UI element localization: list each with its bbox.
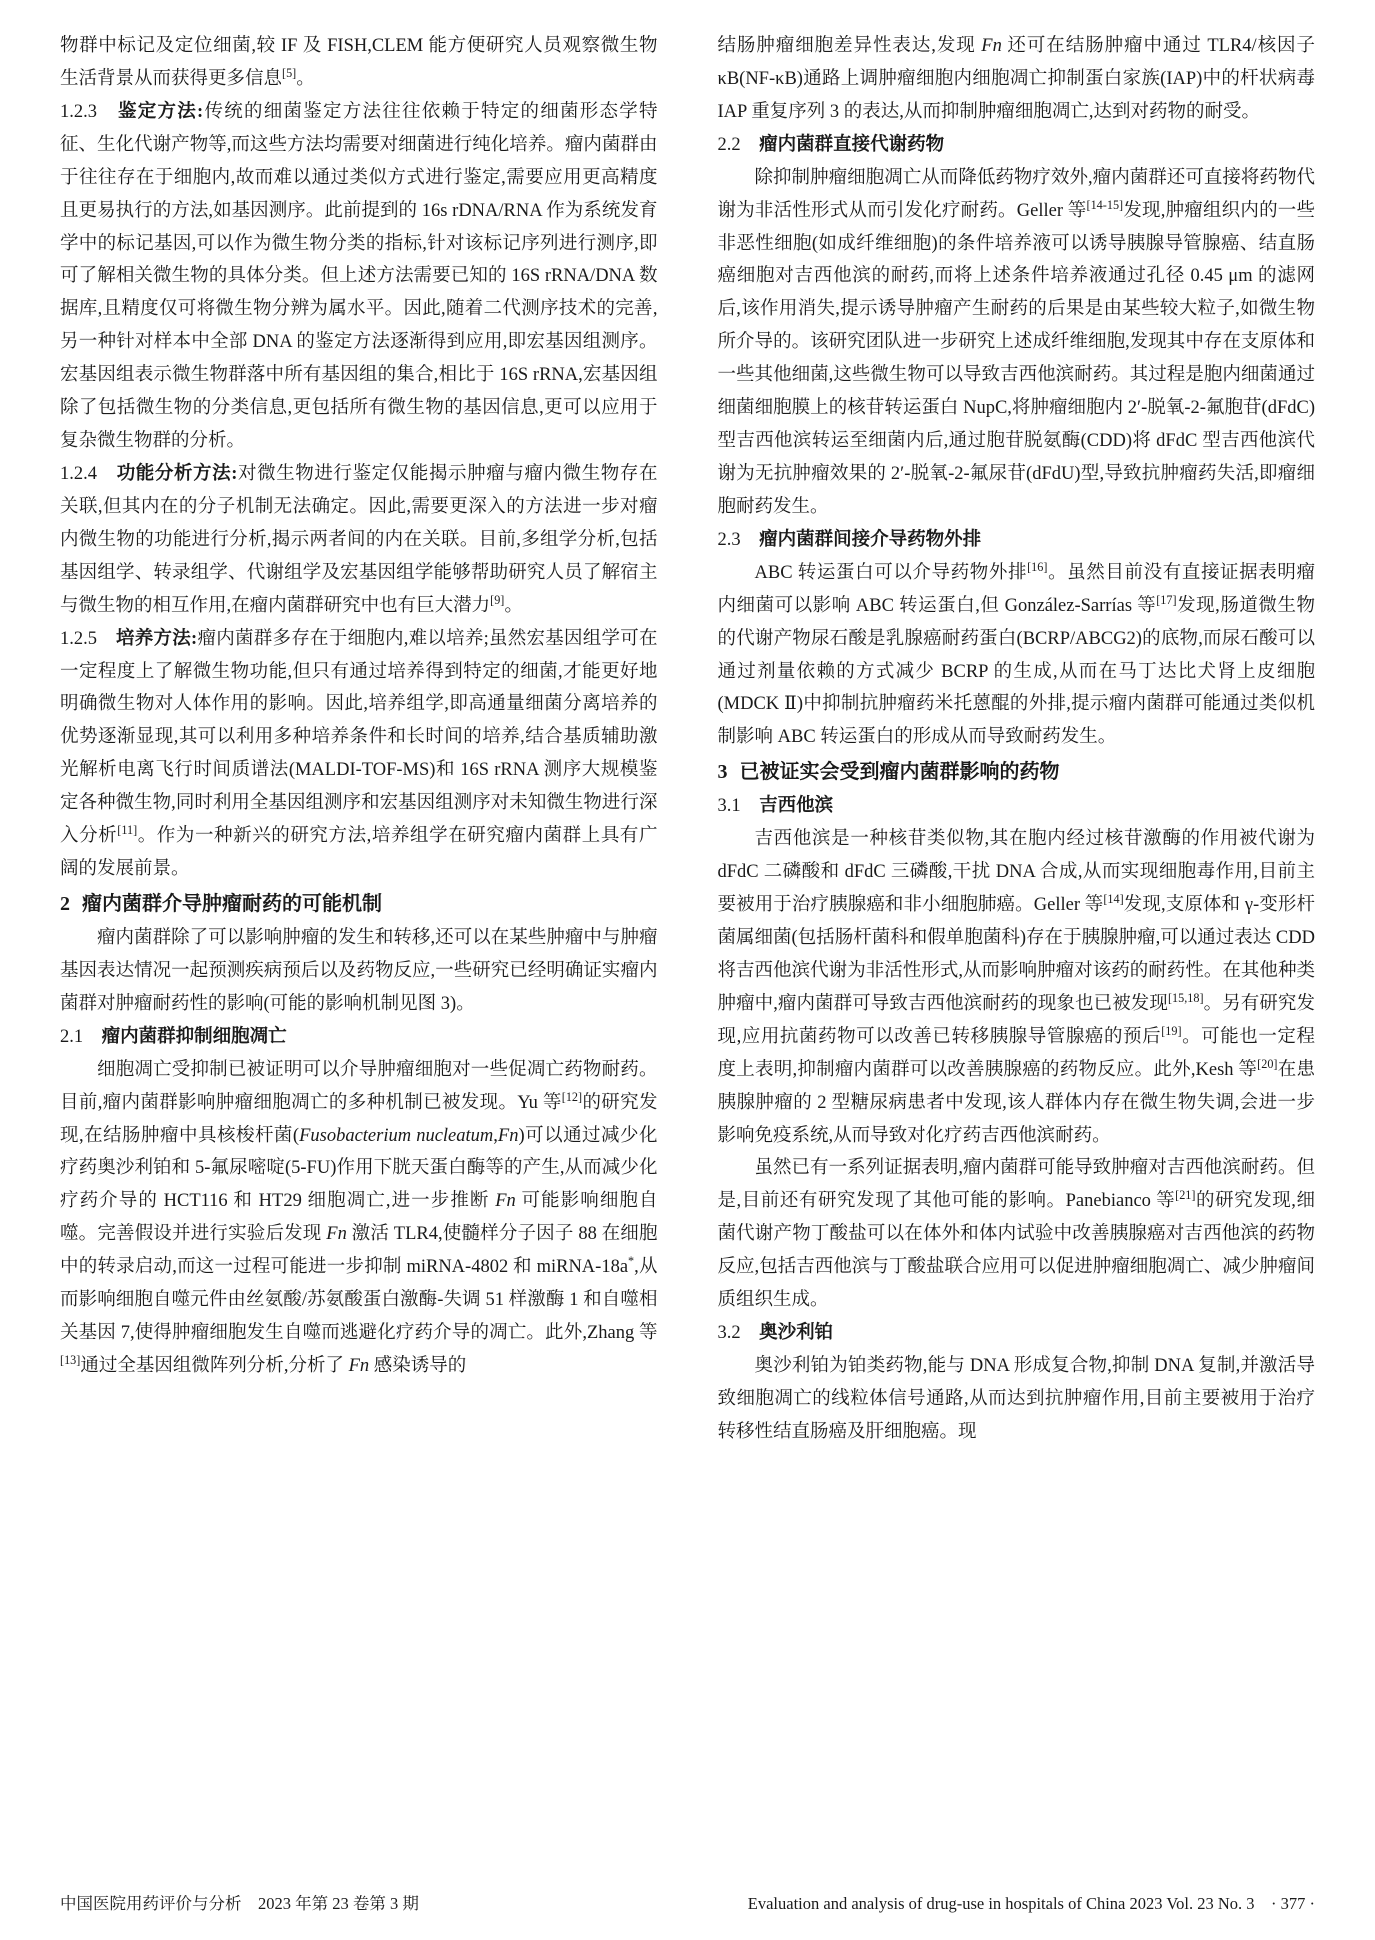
heading-1-2-3: 1.2.3 鉴定方法:传统的细菌鉴定方法往往依赖于特定的细菌形态学特征、生化代谢产物等,而这些方法均需要对细菌进行纯化培养。瘤内菌群由于往往存在于细胞内,故而难以通过类似方式进行鉴定,需要应用更高精度且更易执行的方法,如基因测序。此前提到的 16s rDNA/RNA 作为系统发育学中的标记基因,可以作为微生物分类的指标,针对该标记序列进行测序,即可了解相关微生物的具体分类。但上述方法需要已知的 16S rRNA/DNA 数据库,且精度仅可将微生物分辨为属水平。因此,随着二代测序技术的完善,另一种针对样本中全部 DNA 的鉴定方法逐渐得到应用,即宏基因组测序。宏基因组表示微生物群落中所有基因组的集合,相比于 16S rRNA,宏基因组除了包括微生物的分类信息,更包括所有微生物的基因信息,更可以应用于复杂微生物群的分析。	[60, 101, 658, 452]
ref-13: [13]	[60, 1352, 81, 1367]
ref-11: [11]	[117, 822, 138, 837]
heading-3-1	[718, 790, 1316, 823]
heading-2-3-number: 2.3	[717, 529, 741, 550]
para-section-2-intro: 瘤内菌群除了可以影响肿瘤的发生和转移,还可以在某些肿瘤中与肿瘤基因表达情况一起预测疾病预后以及药物反应,一些研究已经明确证实瘤内菌群对肿瘤耐药性的影响(可能的影响机制见图 3)。	[60, 927, 658, 1014]
heading-2-1-title: 瘤内菌群抑制细胞凋亡	[101, 1026, 287, 1047]
heading-section-3	[718, 754, 1316, 790]
ref-5: [5]	[282, 65, 297, 80]
abbrev-fn: Fn	[497, 1125, 519, 1146]
heading-2-1	[60, 1021, 658, 1054]
right-column	[718, 30, 1316, 1820]
ref-21: [21]	[1175, 1188, 1196, 1203]
heading-section-2-number: 2	[60, 892, 70, 915]
footer-journal-en: Evaluation and analysis of drug-use in hospitals of China 2023 Vol. 23 No. 3 · 377 ·	[747, 1894, 1315, 1913]
para-3-2-body: 奥沙利铂为铂类药物,能与 DNA 形成复合物,抑制 DNA 复制,并激活导致细胞凋亡的线粒体信号通路,从而达到抗肿瘤作用,目前主要被用于治疗转移性结直肠癌及肝细胞癌。现	[717, 1355, 1315, 1442]
heading-2-3-title: 瘤内菌群间接介导药物外排	[759, 529, 982, 550]
heading-3-1-number: 3.1	[717, 796, 741, 817]
para-2-3-body: ABC 转运蛋白可以介导药物外排[16]。虽然目前没有直接证据表明瘤内细菌可以影响 ABC 转运蛋白,但 González-Sarrías 等[17]发现,肠道微生物的代谢产物尿石酸是乳腺癌耐药蛋白(BCRP/ABCG2)的底物,而尿石酸可以通过剂量依赖的方式减少 BCRP 的生成,从而在马丁达比犬肾上皮细胞(MDCK Ⅱ)中抑制抗肿瘤药米托蒽醌的外排,提示瘤内菌群可能通过类似机制影响 ABC 转运蛋白的形成从而导致耐药发生。	[717, 559, 1315, 748]
heading-section-2-title: 瘤内菌群介导肿瘤耐药的可能机制	[82, 892, 382, 915]
heading-section-2	[60, 886, 658, 922]
heading-1-2-4-number: 1.2.4	[60, 463, 97, 484]
heading-1-2-3-title: 鉴定方法:	[118, 101, 204, 122]
ref-12: [12]	[561, 1089, 583, 1104]
two-column-body	[60, 30, 1315, 1820]
heading-2-2-title: 瘤内菌群直接代谢药物	[759, 134, 945, 155]
heading-section-3-number: 3	[717, 761, 728, 784]
heading-3-2	[718, 1317, 1316, 1350]
para-continued-fn: 结肠肿瘤细胞差异性表达,发现 Fn 还可在结肠肿瘤中通过 TLR4/核因子 κB(NF-κB)通路上调肿瘤细胞内细胞凋亡抑制蛋白家族(IAP)中的杆状病毒 IAP 重复序列 3 的表达,从而抑制肿瘤细胞凋亡,达到对药物的耐受。	[717, 36, 1315, 122]
asterisk-mark: *	[628, 1254, 635, 1269]
para-continued-clem: 物群中标记及定位细菌,较 IF 及 FISH,CLEM 能方便研究人员观察微生物生活背景从而获得更多信息[5]。	[60, 36, 658, 89]
heading-2-3	[718, 524, 1316, 557]
ref-15-18: [15,18]	[1167, 990, 1204, 1005]
heading-2-1-number: 2.1	[60, 1026, 84, 1047]
ref-17: [17]	[1156, 592, 1177, 607]
heading-3-2-title: 奥沙利铂	[759, 1323, 834, 1344]
heading-1-2-4: 1.2.4 功能分析方法:对微生物进行鉴定仅能揭示肿瘤与瘤内微生物存在关联,但其内在的分子机制无法确定。因此,需要更深入的方法进一步对瘤内微生物的功能进行分析,揭示两者间的内在关联。目前,多组学分析,包括基因组学、转录组学、代谢组学及宏基因组学能够帮助研究人员了解宿主与微生物的相互作用,在瘤内菌群研究中也有巨大潜力[9]。	[60, 463, 658, 616]
abbrev-fn-2: Fn	[495, 1191, 516, 1212]
footer-journal-zh: 中国医院用药评价与分析 2023 年第 23 卷第 3 期	[60, 1894, 419, 1913]
heading-1-2-5: 1.2.5 培养方法:瘤内菌群多存在于细胞内,难以培养;虽然宏基因组学可在一定程度上了解微生物功能,但只有通过培养得到特定的细菌,才能更好地明确微生物对人体作用的影响。因此,培养组学,即高通量细菌分离培养的优势逐渐显现,其可以利用多种培养条件和长时间的培养,结合基质辅助激光解析电离飞行时间质谱法(MALDI-TOF-MS)和 16S rRNA 测序大规模鉴定各种微生物,同时利用全基因组测序和宏基因组测序对未知微生物进行深入分析[11]。作为一种新兴的研究方法,培养组学在研究瘤内菌群上具有广阔的发展前景。	[60, 628, 658, 880]
abbrev-fn-4: Fn	[348, 1355, 370, 1376]
heading-section-3-title: 已被证实会受到瘤内菌群影响的药物	[739, 761, 1060, 784]
heading-3-2-number: 3.2	[717, 1323, 741, 1344]
ref-20: [20]	[1257, 1056, 1278, 1071]
heading-2-2-number: 2.2	[717, 134, 741, 155]
abbrev-fn-5: Fn	[981, 36, 1002, 56]
heading-2-2	[718, 129, 1316, 162]
heading-1-2-5-title: 培养方法:	[116, 628, 198, 649]
para-3-1-body-2: 虽然已有一系列证据表明,瘤内菌群可能导致肿瘤对吉西他滨耐药。但是,目前还有研究发现了其他可能的影响。Panebianco 等[21]的研究发现,细菌代谢产物丁酸盐可以在体外和体内试验中改善胰腺癌对吉西他滨的药物反应,包括吉西他滨与丁酸盐联合应用可以促进肿瘤细胞凋亡、减少肿瘤间质组织生成。	[717, 1158, 1315, 1311]
heading-1-2-5-number: 1.2.5	[60, 628, 97, 649]
para-3-1-body: 吉西他滨是一种核苷类似物,其在胞内经过核苷激酶的作用被代谢为 dFdC 二磷酸和 dFdC 三磷酸,干扰 DNA 合成,从而实现细胞毒作用,目前主要被用于治疗胰腺癌和非小细胞肺癌。Geller 等[14]发现,支原体和 γ-变形杆菌属细菌(包括肠杆菌科和假单胞菌科)存在于胰腺肿瘤,可以通过表达 CDD 将吉西他滨代谢为非活性形式,从而影响肿瘤对该药的耐药性。在其他种类肿瘤中,瘤内菌群可导致吉西他滨耐药的现象也已被发现[15,18]。另有研究发现,应用抗菌药物可以改善已转移胰腺导管腺癌的预后[19]。可能也一定程度上表明,抑制瘤内菌群可以改善胰腺癌的药物反应。此外,Kesh 等[20]在患胰腺肿瘤的 2 型糖尿病患者中发现,该人群体内存在微生物失调,会进一步影响免疫系统,从而导致对化疗药吉西他滨耐药。	[717, 829, 1315, 1146]
page-footer	[60, 1890, 1315, 1914]
species-fusobacterium-nucleatum: Fusobacterium nucleatum	[299, 1125, 494, 1146]
para-2-1-body: 细胞凋亡受抑制已被证明可以介导肿瘤细胞对一些促凋亡药物耐药。目前,瘤内菌群影响肿瘤细胞凋亡的多种机制已被发现。Yu 等[12]的研究发现,在结肠肿瘤中具核梭杆菌(Fusobacterium nucleatum,Fn)可以通过减少化疗药奥沙利铂和 5-氟尿嘧啶(5-FU)作用下胱天蛋白酶等的产生,从而减少化疗药介导的 HCT116 和 HT29 细胞凋亡,进一步推断 Fn 可能影响细胞自噬。完善假设并进行实验后发现 Fn 激活 TLR4,使髓样分子因子 88 在细胞中的转录启动,而这一过程可能进一步抑制 miRNA-4802 和 miRNA-18a*,从而影响细胞自噬元件由丝氨酸/苏氨酸蛋白激酶-失调 51 样激酶 1 和自噬相关基因 7,使得肿瘤细胞发生自噬而逃避化疗药介导的凋亡。此外,Zhang 等[13]通过全基因组微阵列分析,分析了 Fn 感染诱导的	[60, 1059, 658, 1376]
heading-1-2-4-title: 功能分析方法:	[116, 463, 238, 484]
ref-9: [9]	[490, 592, 505, 607]
ref-14-15: [14-15]	[1086, 197, 1124, 212]
left-column	[60, 30, 658, 1820]
ref-16: [16]	[1027, 559, 1048, 574]
ref-19: [19]	[1161, 1023, 1182, 1038]
abbrev-fn-3: Fn	[326, 1224, 347, 1245]
heading-3-1-title: 吉西他滨	[759, 796, 834, 817]
para-2-2-body: 除抑制肿瘤细胞凋亡从而降低药物疗效外,瘤内菌群还可直接将药物代谢为非活性形式从而引发化疗耐药。Geller 等[14-15]发现,肿瘤组织内的一些非恶性细胞(如成纤维细胞)的条件培养液可以诱导胰腺导管腺癌、结直肠癌细胞对吉西他滨的耐药,而将上述条件培养液通过孔径 0.45 μm 的滤网后,该作用消失,提示诱导肿瘤产生耐药的后果是由某些较大粒子,如微生物所介导的。该研究团队进一步研究上述成纤维细胞,发现其中存在支原体和一些其他细菌,这些微生物可以导致吉西他滨耐药。其过程是胞内细菌通过细菌细胞膜上的核苷转运蛋白 NupC,将肿瘤细胞内 2′-脱氧-2-氟胞苷(dFdC)型吉西他滨转运至细菌内后,通过胞苷脱氨酶(CDD)将 dFdC 型吉西他滨代谢为无抗肿瘤效果的 2′-脱氧-2-氟尿苷(dFdU)型,导致抗肿瘤药失活,即瘤细胞耐药发生。	[717, 167, 1315, 517]
ref-14: [14]	[1103, 891, 1124, 906]
heading-1-2-3-number: 1.2.3	[60, 101, 97, 122]
